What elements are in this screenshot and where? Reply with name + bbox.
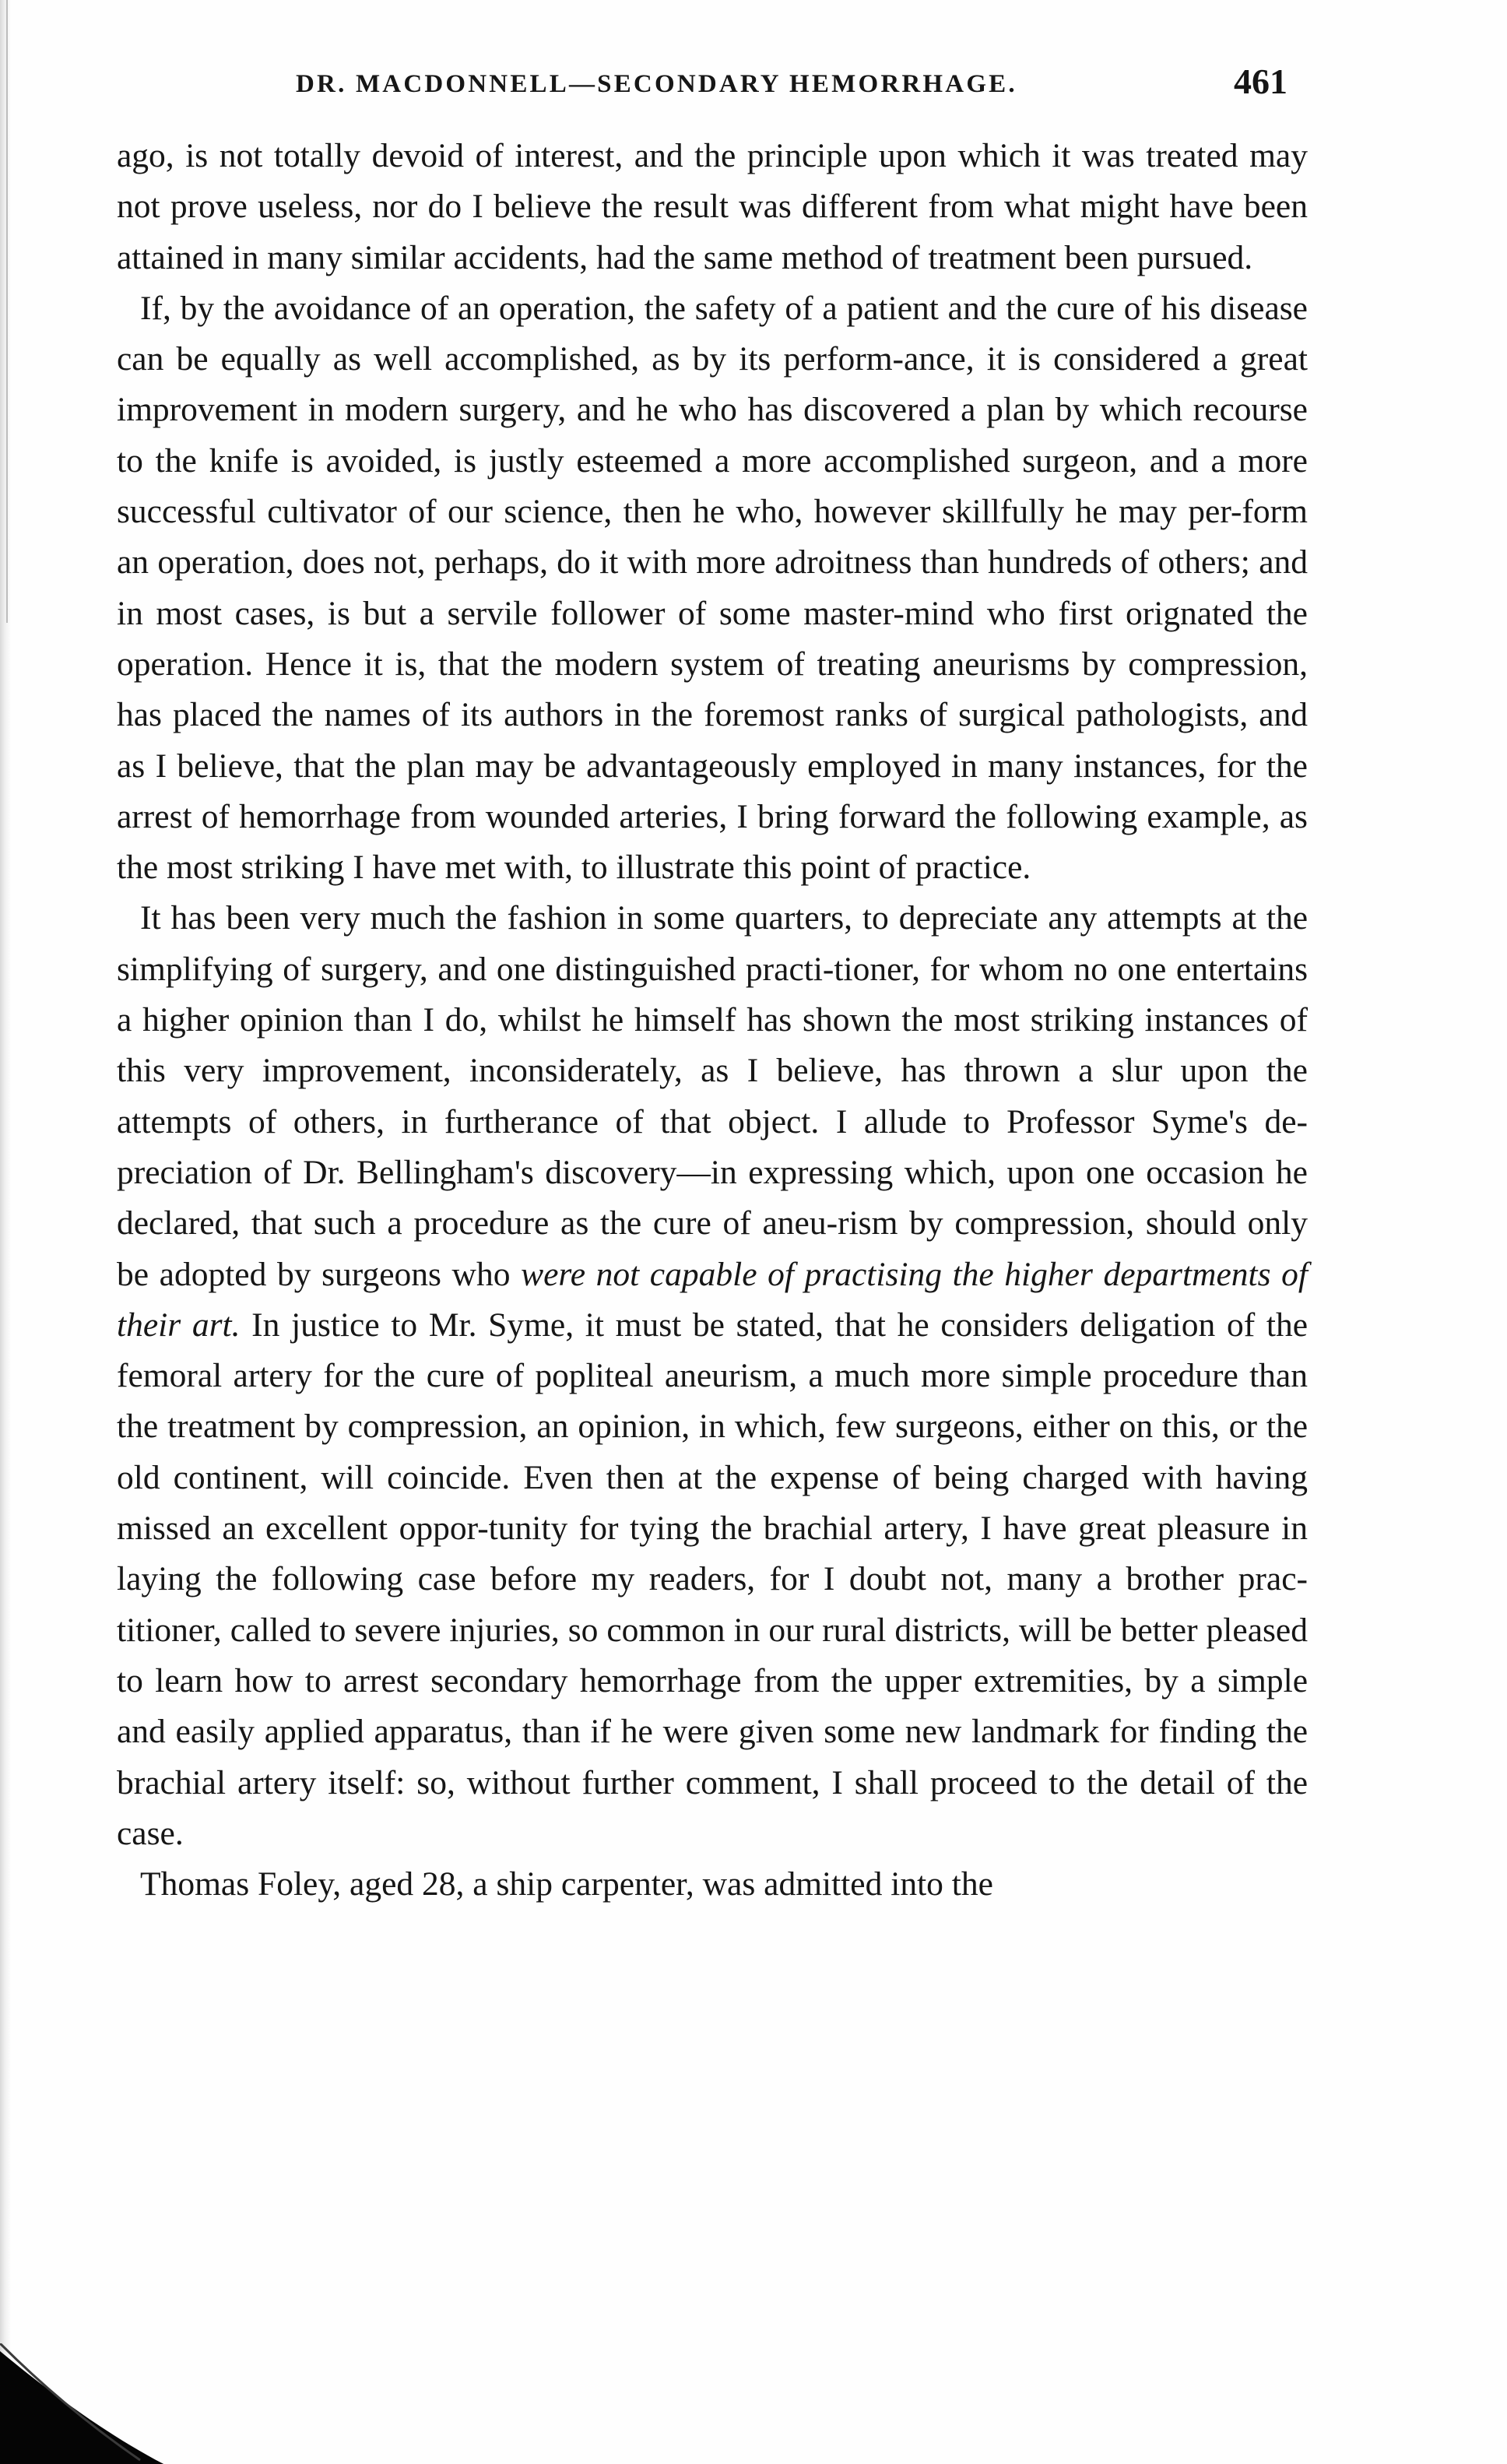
paragraph-case-start: Thomas Foley, aged 28, a ship carpenter, was admitted into the [140, 1865, 993, 1903]
binding-edge [0, 0, 11, 2464]
paragraph-continuation: ago, is not totally devoid of interest, and the principle upon which it was treated may not prove useless, nor do I believe the result was different from what might have been attained in many similar accidents, had the same method of treatment been pursued. [117, 137, 1308, 276]
running-title: DR. MACDONNELL—SECONDARY HEMORRHAGE. [296, 70, 1017, 98]
running-head [296, 61, 1308, 107]
page-curl-shadow [0, 2343, 171, 2464]
paragraph-text-part: In justice to Mr. Syme, it must be stated, that he considers deligation of the femoral artery for the cure of popliteal aneurism, a much more simple procedure than the treatment by compression, an opinion, in which, few surgeons, either on this, or the old continent, will coincide. Even then at the expense of being charged with having missed an excellent oppor-tunity for tying the brachial artery, I have great pleasure in laying the following case before my readers, for I doubt not, many a brother prac-titioner, called to severe injuries, so common in our rural districts, will be better pleased to learn how to arrest secondary hemorrhage from the upper extremities, by a simple and easily applied apparatus, than if he were given some new landmark for finding the brachial artery itself: so, without further comment, I shall proceed to the detail of the case. [117, 1306, 1308, 1852]
binding-line [6, 0, 8, 623]
paragraph-text-part: It has been very much the fashion in some quarters, to depreciate any attempts at the simplifying of surgery, and one distinguished practi-tioner, for whom no one entertains a higher opinion than I do, whilst he himself has shown the most striking instances of this very improvement, inconsiderately, as I believe, has thrown a slur upon the attempts of others, in furtherance of that object. I allude to Professor Syme's de-preciation of Dr. Bellingham's discovery—in expressing which, upon one occasion he declared, that such a procedure as the cure of aneu-rism by compression, should only be adopted by surgeons who [117, 899, 1308, 1293]
italic-quotation: were not capable of practising the higher departments of their art. [117, 1255, 1308, 1344]
page-number: 461 [1234, 62, 1287, 101]
body-text [117, 131, 1308, 1910]
paragraph-avoidance-of-operation: If, by the avoidance of an operation, the safety of a patient and the cure of his disease can be equally as well accomplished, as by its perform-ance, it is considered a great improvement in modern surgery, and he who has discovered a plan by which recourse to the knife is avoided, is justly esteemed a more accomplished surgeon, and a more successful cultivator of our science, then he who, however skillfully he may per-form an operation, does not, perhaps, do it with more adroitness than hundreds of others; and in most cases, is but a servile follower of some master-mind who first orignated the operation. Hence it is, that the modern system of treating aneurisms by compression, has placed the names of its authors in the foremost ranks of surgical pathologists, and as I believe, that the plan may be advantageously employed in many instances, for the arrest of hemorrhage from wounded arteries, I bring forward the following example, as the most striking I have met with, to illustrate this point of practice. [117, 289, 1308, 887]
paragraph-simplifying-surgery [117, 893, 1308, 1859]
